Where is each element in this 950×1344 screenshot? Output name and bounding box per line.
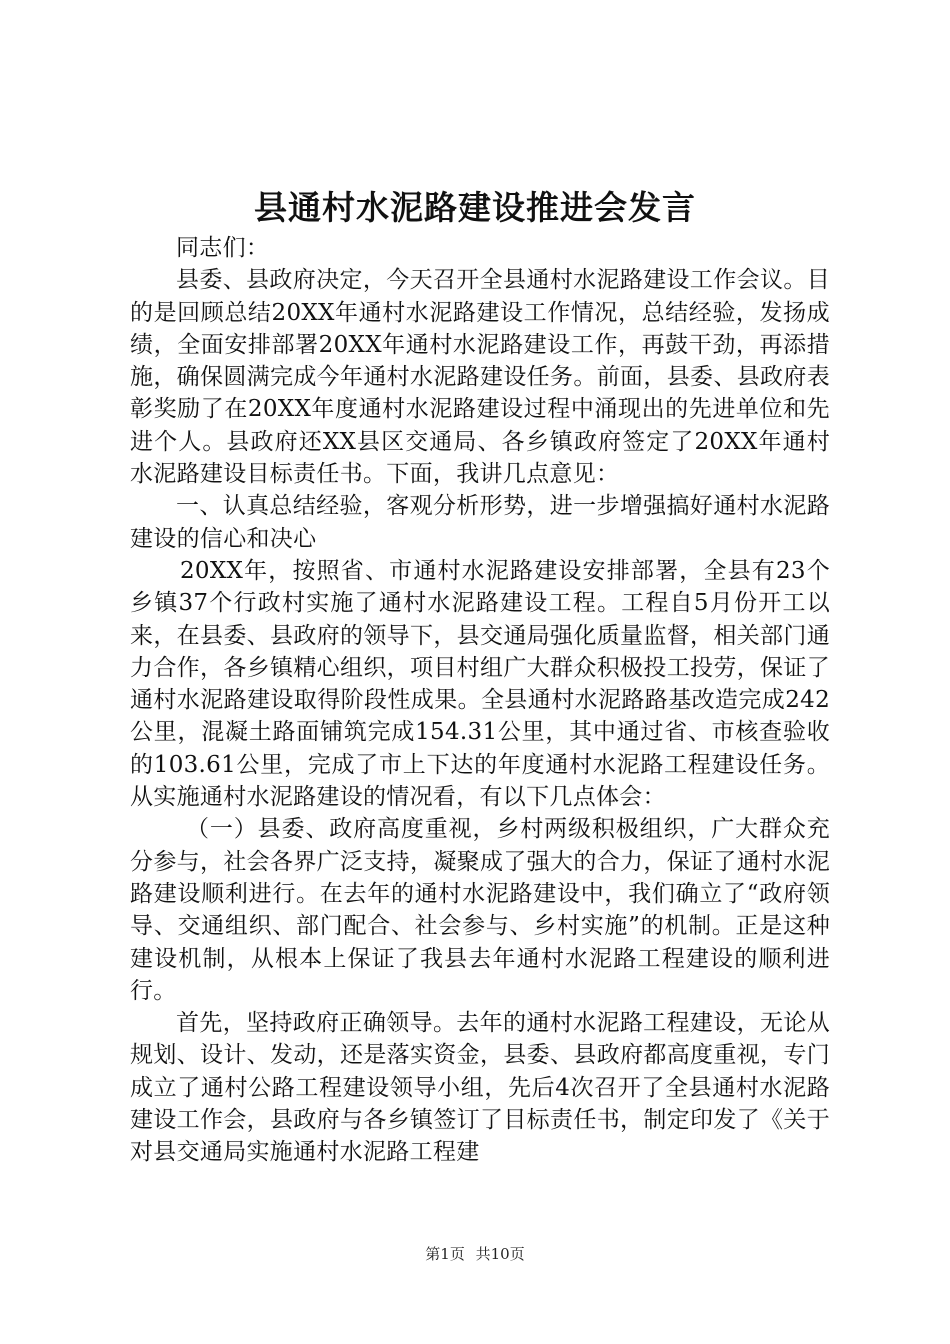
- summary-paragraph: 20XX年，按照省、市通村水泥路建设安排部署，全县有23个乡镇37个行政村实施了通村水泥路建设工程。工程自5月份开工以来，在县委、县政府的领导下，县交通局强化质量监督，相关部门通力合作，各乡镇精心组织，项目村组广大群众积极投工投劳，保证了通村水泥路建设取得阶段性成果。全县通村水泥路路基改造完成242公里，混凝土路面铺筑完成154.31公里，其中通过省、市核查验收的103.61公里，完成了市上下达的年度通村水泥路工程建设任务。从实施通村水泥路建设的情况看，有以下几点体会：: [130, 557, 830, 811]
- document-title: 县通村水泥路建设推进会发言: [254, 188, 696, 227]
- page-total: 共10页: [475, 1245, 525, 1263]
- intro-paragraph: 县委、县政府决定，今天召开全县通村水泥路建设工作会议。目的是回顾总结20XX年通村水泥路建设工作情况，总结经验，发扬成绩，全面安排部署20XX年通村水泥路建设工作，再鼓干劲，再添措施，确保圆满完成今年通村水泥路建设任务。前面，县委、县政府表彰奖励了在20XX年度通村水泥路建设过程中涌现出的先进单位和先进个人。县政府还XX县区交通局、各乡镇政府签定了20XX年通村水泥路建设目标责任书。下面，我讲几点意见：: [130, 267, 830, 488]
- first-point-paragraph: 首先，坚持政府正确领导。去年的通村水泥路工程建设，无论从规划、设计、发动，还是落实资金，县委、县政府都高度重视，专门成立了通村公路工程建设领导小组，先后4次召开了全县通村水泥路建设工作会，县政府与各乡镇签订了目标责任书，制定印发了《关于对县交通局实施通村水泥路工程建: [130, 1010, 830, 1166]
- document-body: [130, 232, 830, 1169]
- page-number: 第1页: [425, 1245, 465, 1263]
- salutation-paragraph: 同志们：: [176, 235, 270, 261]
- page-footer: [0, 1244, 950, 1264]
- subsection-paragraph-1: （一）县委、政府高度重视，乡村两级积极组织，广大群众充分参与，社会各界广泛支持，凝聚成了强大的合力，保证了通村水泥路建设顺利进行。在去年的通村水泥路建设中，我们确立了“政府领导、交通组织、部门配合、社会参与、乡村实施”的机制。正是这种建设机制，从根本上保证了我县去年通村水泥路工程建设的顺利进行。: [130, 816, 830, 1004]
- section-heading-1: 一、认真总结经验，客观分析形势，进一步增强搞好通村水泥路建设的信心和决心: [130, 493, 830, 552]
